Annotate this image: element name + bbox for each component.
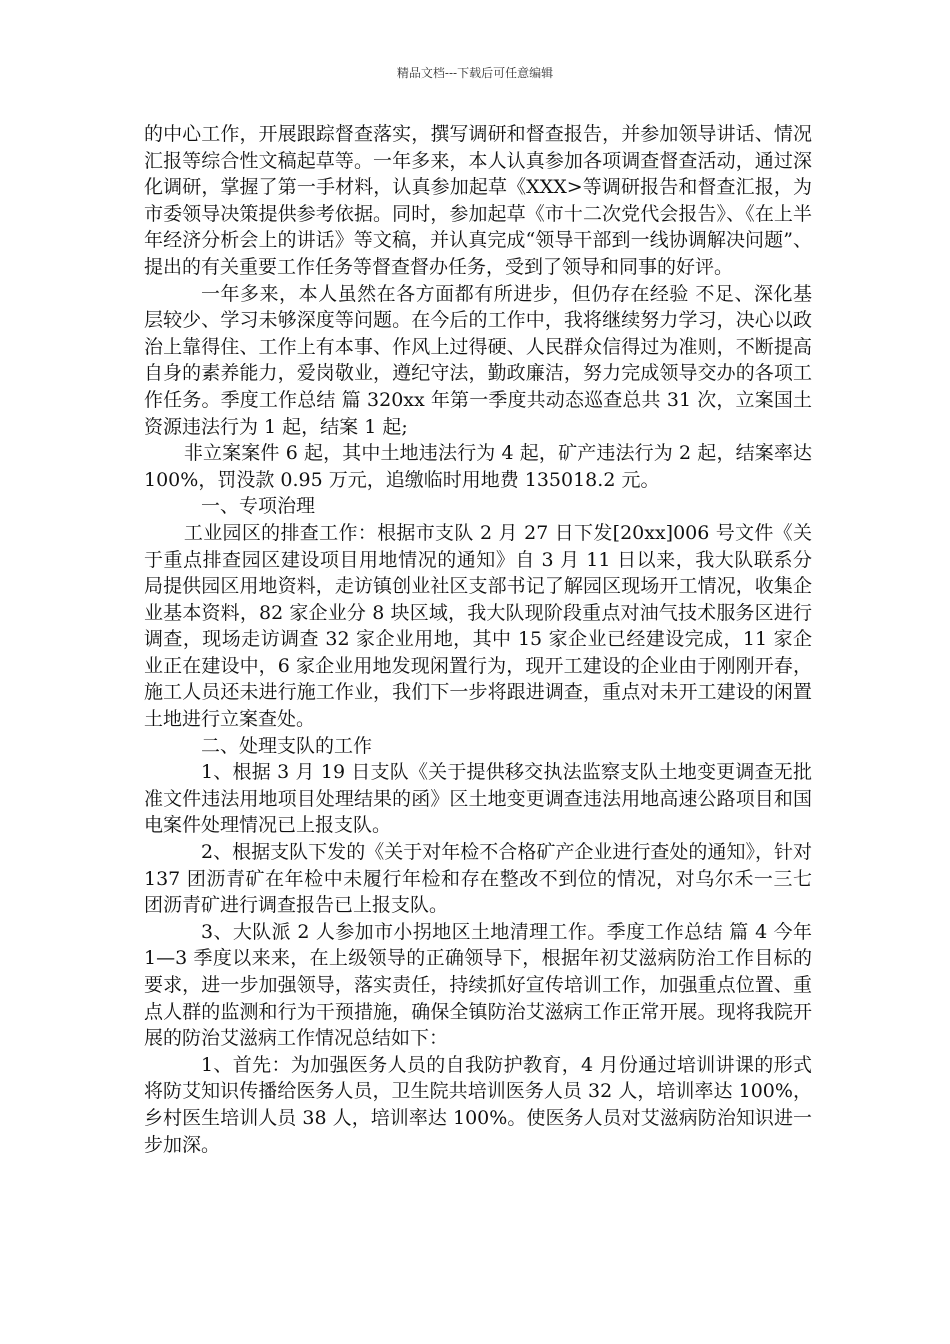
paragraph: 1、首先：为加强医务人员的自我防护教育，4 月份通过培训讲课的形式将防艾知识传播给医务人员，卫生院共培训医务人员 32 人，培训率达 100%，乡村医生培训人员 38 人，培训率达 100%。使医务人员对艾滋病防治知识进一步加深。 bbox=[144, 1053, 812, 1156]
paragraph: 非立案案件 6 起，其中土地违法行为 4 起，矿产违法行为 2 起，结案率达 100%，罚没款 0.95 万元，追缴临时用地费 135018.2 元。 bbox=[144, 442, 812, 491]
section-heading: 一、专项治理 bbox=[201, 495, 316, 518]
document-body bbox=[144, 121, 812, 1158]
paragraph: 2、根据支队下发的《关于对年检不合格矿产企业进行查处的通知》，针对 137 团沥青矿在年检中未履行年检和存在整改不到位的情况，对乌尔禾一三七团沥青矿进行调查报告已上报支队。 bbox=[144, 841, 812, 917]
paragraph: 的中心工作，开展跟踪督查落实，撰写调研和督查报告，并参加领导讲话、情况汇报等综合性文稿起草等。一年多来，本人认真参加各项调查督查活动，通过深化调研，掌握了第一手材料，认真参加起草《XXX>等调研报告和督查汇报，为市委领导决策提供参考依据。同时，参加起草《市十二次党代会报告》、《在上半年经济分析会上的讲话》等文稿，并认真完成“领导干部到一线协调解决问题”、提出的有关重要工作任务等督查督办任务，受到了领导和同事的好评。 bbox=[144, 123, 812, 278]
paragraph: 工业园区的排查工作：根据市支队 2 月 27 日下发[20xx]006 号文件《关于重点排查园区建设项目用地情况的通知》自 3 月 11 日以来，我大队联系分局提供园区用地资料，走访镇创业社区支部书记了解园区现场开工情况，收集企业基本资料，82 家企业分 8 块区域，我大队现阶段重点对油气技术服务区进行调查，现场走访调查 32 家企业用地，其中 15 家企业已经建设完成，11 家企业正在建设中，6 家企业用地发现闲置行为，现开工建设的企业由于刚刚开春，施工人员还未进行施工作业，我们下一步将跟进调查，重点对未开工建设的闲置土地进行立案查处。 bbox=[144, 521, 812, 731]
paragraph: 3、大队派 2 人参加市小拐地区土地清理工作。季度工作总结 篇 4 今年 1—3 季度以来来，在上级领导的正确领导下，根据年初艾滋病防治工作目标的要求，进一步加强领导，落实责任，持续抓好宣传培训工作，加强重点位置、重点人群的监测和行为干预措施，确保全镇防治艾滋病工作正常开展。现将我院开展的防治艾滋病工作情况总结如下： bbox=[144, 920, 812, 1050]
paragraph: 1、根据 3 月 19 日支队《关于提供移交执法监察支队土地变更调查无批准文件违法用地项目处理结果的函》区土地变更调查违法用地高速公路项目和国电案件处理情况已上报支队。 bbox=[144, 761, 812, 837]
page-header: 精品文档---下载后可任意编辑 bbox=[396, 66, 554, 80]
paragraph: 一年多来，本人虽然在各方面都有所进步，但仍存在经验 不足、深化基层较少、学习未够深度等问题。在今后的工作中，我将继续努力学习，决心以政治上靠得住、工作上有本事、作风上过得硬、人民群众信得过为准则，不断提高自身的素养能力，爱岗敬业，遵纪守法，勤政廉洁，努力完成领导交办的各项工作任务。季度工作总结 篇 320xx 年第一季度共动态巡查总共 31 次，立案国土资源违法行为 1 起，结案 1 起; bbox=[144, 282, 812, 438]
section-heading: 二、处理支队的工作 bbox=[201, 734, 373, 757]
